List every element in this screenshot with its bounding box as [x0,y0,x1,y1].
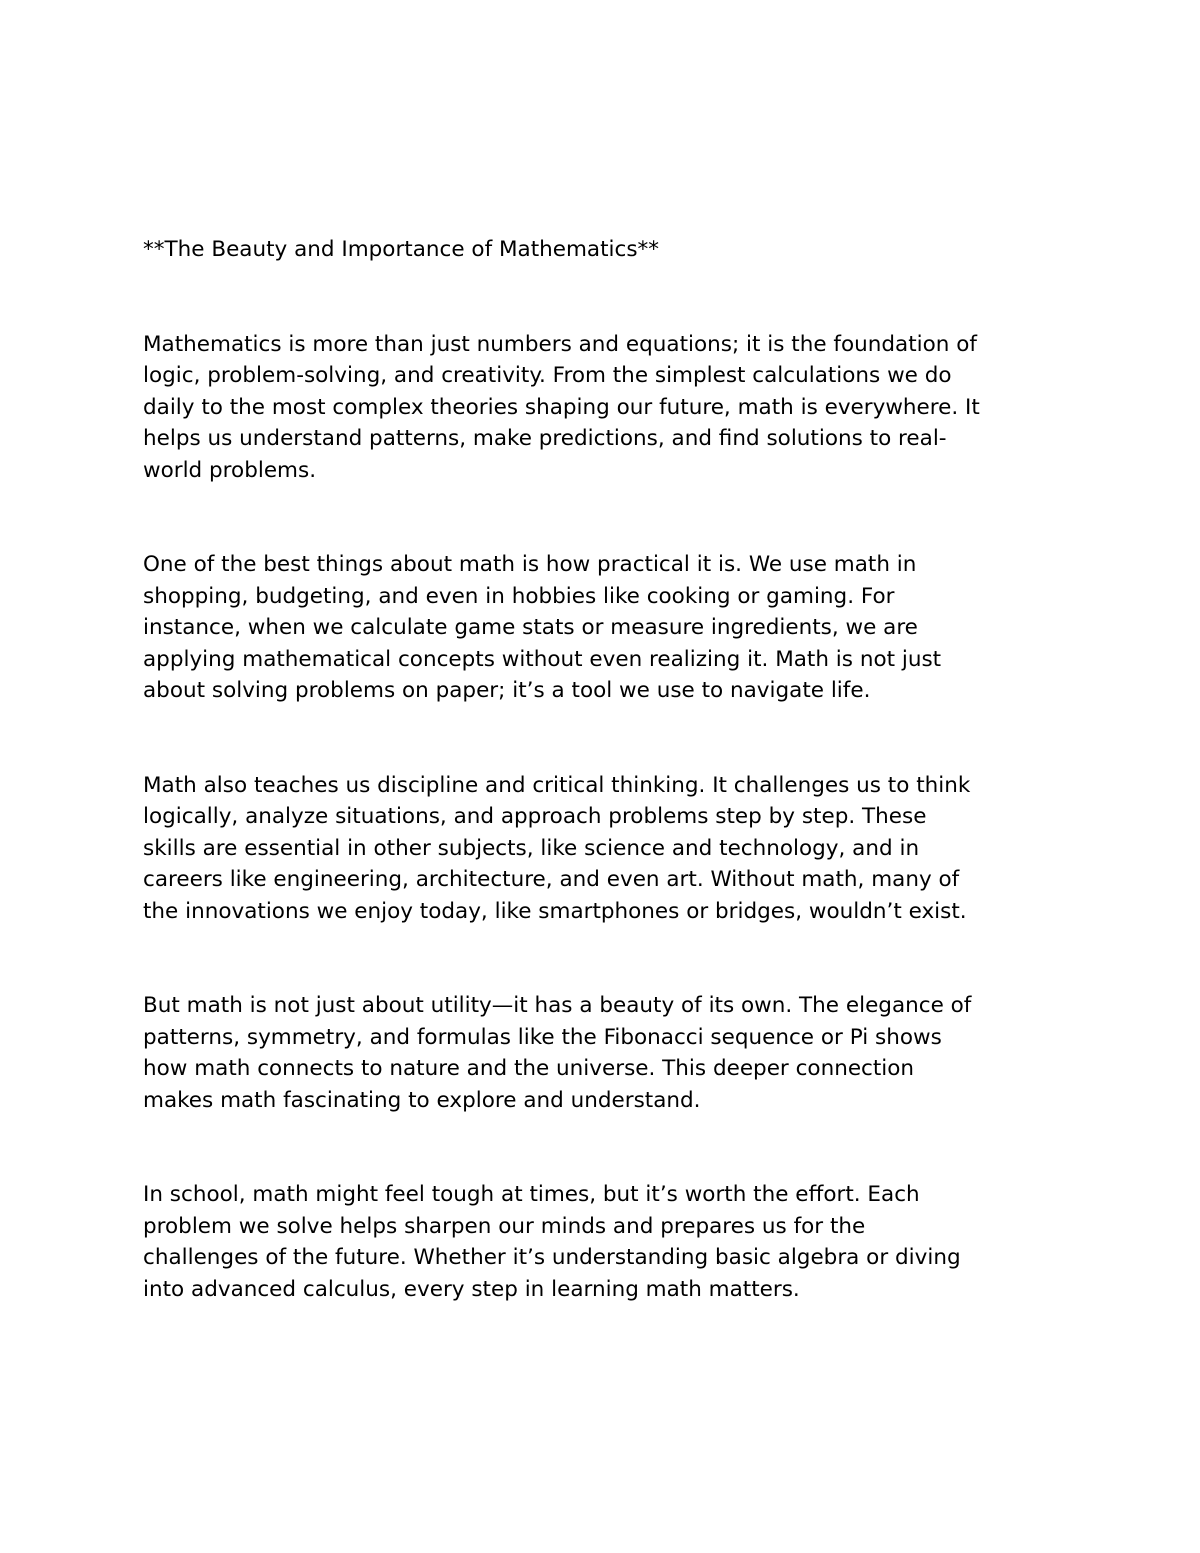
paragraph-line: But math is not just about utility—it has a beauty of its own. The elegance of [143,993,972,1018]
paragraph-line: In school, math might feel tough at times, but it’s worth the effort. Each [143,1182,920,1207]
paragraph-2 [143,549,1063,707]
paragraph-line: logic, problem-solving, and creativity. From the simplest calculations we do [143,363,952,388]
paragraph-line: makes math fascinating to explore and understand. [143,1087,701,1113]
paragraph-3 [143,770,1063,928]
paragraph-4 [143,990,1063,1116]
paragraph-line: Math also teaches us discipline and critical thinking. It challenges us to think [143,772,971,798]
paragraph-5 [143,1179,1063,1305]
paragraph-line: instance, when we calculate game stats or measure ingredients, we are [143,615,918,640]
paragraph-line: Mathematics is more than just numbers and equations; it is the foundation of [143,331,977,357]
paragraph-line: logically, analyze situations, and approach problems step by step. These [143,804,927,829]
paragraph-line: One of the best things about math is how practical it is. We use math in [143,552,917,577]
paragraph-line: about solving problems on paper; it’s a tool we use to navigate life. [143,678,871,703]
paragraph-line: world problems. [143,457,317,483]
paragraph-line: applying mathematical concepts without even realizing it. Math is not just [143,646,942,672]
paragraph-line: daily to the most complex theories shaping our future, math is everywhere. It [143,394,980,420]
document-body [143,234,1063,1368]
paragraph-line: how math connects to nature and the universe. This deeper connection [143,1056,915,1081]
document-title: **The Beauty and Importance of Mathematics** [143,237,660,262]
paragraph-line: the innovations we enjoy today, like smartphones or bridges, wouldn’t exist. [143,898,967,924]
paragraph-1 [143,329,1063,487]
paragraph-line: patterns, symmetry, and formulas like the Fibonacci sequence or Pi shows [143,1024,942,1050]
paragraph-line: careers like engineering, architecture, and even art. Without math, many of [143,867,960,892]
paragraph-line: into advanced calculus, every step in learning math matters. [143,1276,800,1302]
paragraph-line: problem we solve helps sharpen our minds and prepares us for the [143,1213,866,1239]
paragraph-line: challenges of the future. Whether it’s understanding basic algebra or diving [143,1245,961,1270]
paragraph-line: shopping, budgeting, and even in hobbies like cooking or gaming. For [143,583,895,609]
paragraph-line: skills are essential in other subjects, like science and technology, and in [143,835,920,861]
paragraph-line: helps us understand patterns, make predictions, and find solutions to real- [143,426,947,451]
